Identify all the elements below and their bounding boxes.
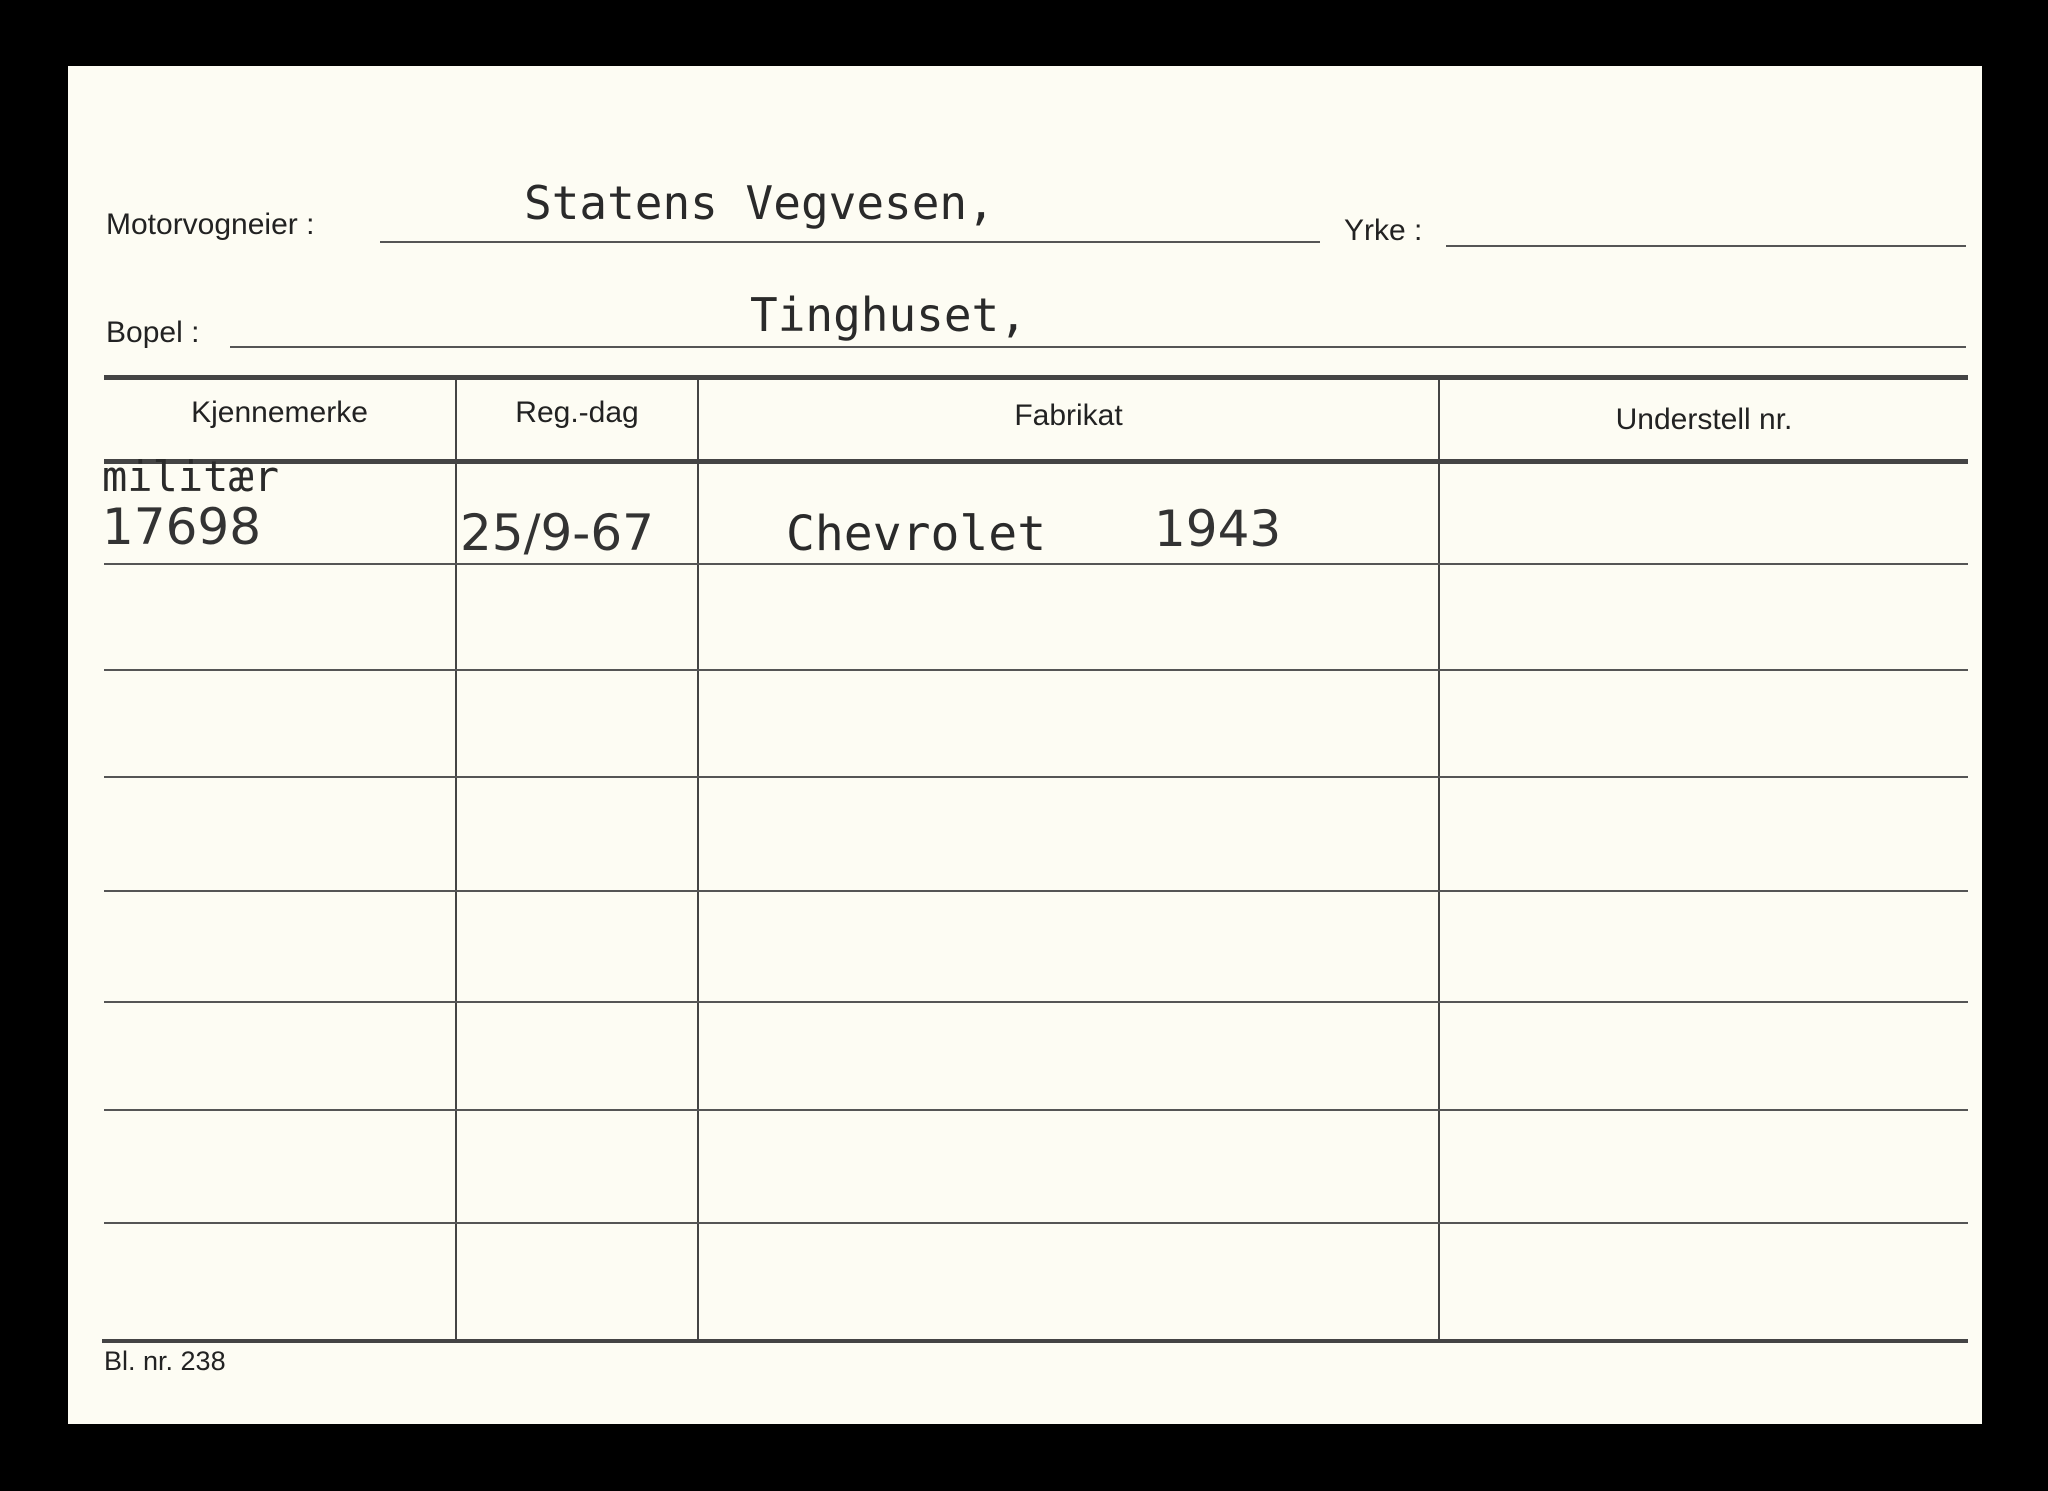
address-value: Tinghuset, (750, 288, 1027, 342)
column-divider-1 (455, 378, 457, 1341)
owner-underline (380, 241, 1320, 243)
kjennemerke-line2: 17698 (102, 498, 262, 556)
header-fabrikat: Fabrikat (1014, 399, 1123, 432)
reg-dag-value: 25/9-67 (460, 504, 654, 562)
address-underline (230, 346, 1966, 348)
table-bottom-rule (102, 1339, 1968, 1343)
row-line-3 (104, 776, 1968, 778)
form-number: Bl. nr. 238 (104, 1346, 226, 1376)
table-header-rule (104, 459, 1968, 464)
fabrikat-value: Chevrolet (786, 506, 1047, 562)
owner-label: Motorvogneier : (106, 208, 315, 241)
row-line-5 (104, 1001, 1968, 1003)
row-line-1 (104, 563, 1968, 565)
header-reg-dag: Reg.-dag (515, 396, 639, 429)
occupation-label: Yrke : (1344, 214, 1423, 247)
row-line-2 (104, 669, 1968, 671)
registration-card (68, 66, 1982, 1424)
kjennemerke-line1: militær (102, 452, 280, 501)
column-divider-2 (697, 378, 699, 1341)
row-line-6 (104, 1109, 1968, 1111)
row-line-4 (104, 890, 1968, 892)
column-divider-3 (1438, 378, 1440, 1341)
occupation-underline (1446, 245, 1966, 247)
header-understell: Understell nr. (1615, 403, 1793, 436)
table-top-rule (104, 375, 1968, 380)
address-label: Bopel : (106, 316, 200, 349)
header-kjennemerke: Kjennemerke (191, 396, 368, 429)
owner-value: Statens Vegvesen, (524, 176, 995, 230)
year-value: 1943 (1154, 500, 1282, 558)
row-line-7 (104, 1222, 1968, 1224)
